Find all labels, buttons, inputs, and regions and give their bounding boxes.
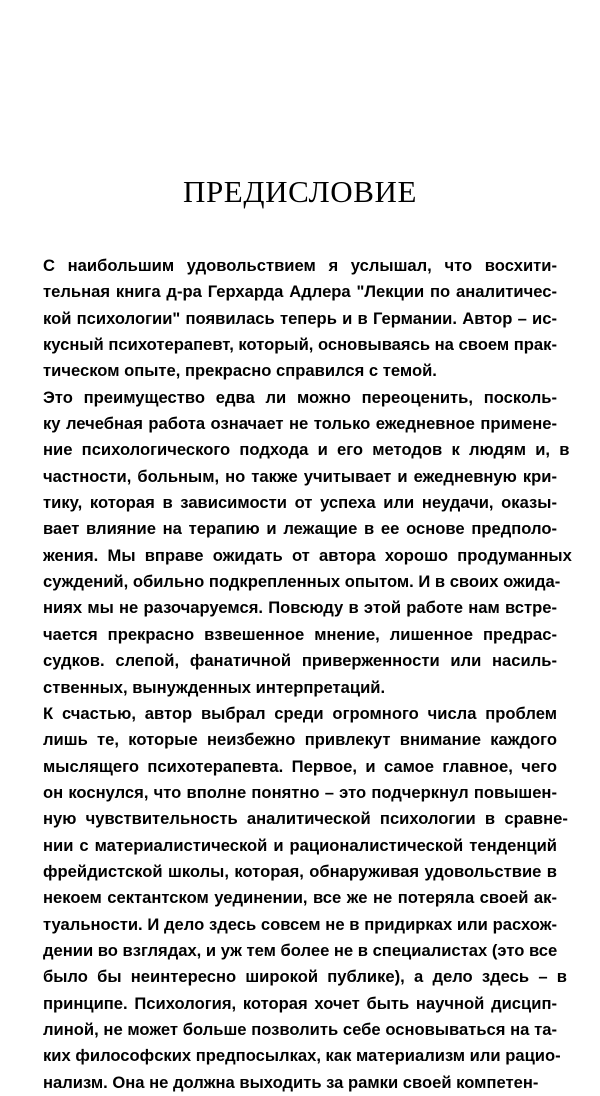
text-line [43, 912, 557, 938]
text-line [43, 859, 557, 885]
text-line [43, 1070, 557, 1096]
line-text: принципе. Психология, которая хочет быть научной дисцип- [43, 993, 557, 1013]
line-text: Это преимущество едва ли можно переоценить, посколь- [43, 387, 557, 407]
text-line [43, 516, 557, 542]
line-text: нализм. Она не должна выходить за рамки своей компетен- [43, 1072, 539, 1092]
text-line [43, 727, 557, 753]
text-line [43, 279, 557, 305]
line-text: он коснулся, что вполне понятно – это подчеркнул повышен- [43, 782, 557, 802]
line-text: ственных, вынужденных интерпретаций. [43, 677, 386, 697]
text-line [43, 490, 557, 516]
line-text: тельная книга д-ра Герхарда Адлера "Лекции по аналитичес- [43, 282, 557, 302]
line-text: ку лечебная работа означает не только ежедневное примене- [43, 414, 557, 434]
line-text: ную чувствительность аналитической психологии в сравне- [43, 809, 568, 829]
text-line [43, 543, 572, 569]
line-text: ких философских предпосылках, как материализм или рацио- [43, 1046, 561, 1066]
line-text: ние психологического подхода и его методов к людям и, в [43, 440, 570, 460]
text-line [43, 754, 557, 780]
text-line [43, 306, 557, 332]
line-text: жения. Мы вправе ожидать от автора хорошо продуманных [43, 545, 572, 565]
text-line [43, 885, 557, 911]
text-line [43, 385, 557, 411]
line-text: тику, которая в зависимости от успеха или неудачи, оказы- [43, 493, 557, 513]
line-text: фрейдистской школы, которая, обнаруживая удовольствие в [43, 861, 557, 881]
line-text: нии с материалистической и рационалистической тенденций [43, 835, 557, 855]
line-text: К счастью, автор выбрал среди огромного числа проблем [43, 703, 557, 723]
text-line [43, 437, 570, 463]
line-text: линой, не может больше позволить себе основываться на та- [43, 1019, 557, 1039]
text-line [43, 1017, 557, 1043]
paragraph [43, 385, 572, 701]
text-line [43, 1043, 561, 1069]
text-line [43, 358, 557, 384]
line-text: тическом опыте, прекрасно справился с темой. [43, 361, 437, 381]
text-line [43, 464, 557, 490]
line-text: кой психологии" появилась теперь и в Германии. Автор – ис- [43, 308, 557, 328]
body-text [43, 253, 572, 1096]
text-line [43, 964, 567, 990]
text-line [43, 806, 568, 832]
line-text: некоем сектантском уединении, все же не потеряла своей ак- [43, 888, 557, 908]
text-line [43, 833, 557, 859]
line-text: суждений, обильно подкрепленных опытом. И в своих ожида- [43, 572, 561, 592]
text-line [43, 780, 557, 806]
text-line [43, 253, 557, 279]
line-text: лишь те, которые неизбежно привлекут внимание каждого [43, 730, 557, 750]
line-text: С наибольшим удовольствием я услышал, что восхити- [43, 256, 557, 275]
text-line [43, 648, 557, 674]
text-line [43, 332, 557, 358]
line-text: ниях мы не разочаруемся. Повсюду в этой работе нам встре- [43, 598, 557, 618]
text-line [43, 701, 557, 727]
text-line [43, 569, 561, 595]
line-text: туальности. И дело здесь совсем не в придирках или расхож- [43, 914, 557, 934]
line-text: дении во взглядах, и уж тем более не в специалистах (это все [43, 940, 558, 960]
paragraph [43, 701, 568, 1096]
text-line [43, 938, 557, 964]
paragraph [43, 253, 557, 385]
line-text: чается прекрасно взвешенное мнение, лишенное предрас- [43, 624, 557, 644]
text-line [43, 595, 557, 621]
line-text: судков. слепой, фанатичной приверженности или насиль- [43, 651, 557, 671]
line-text: мыслящего психотерапевта. Первое, и самое главное, чего [43, 756, 557, 776]
line-text: вает влияние на терапию и лежащие в ее основе предполо- [43, 519, 557, 539]
line-text: кусный психотерапевт, который, основываясь на своем прак- [43, 335, 557, 355]
text-line [43, 991, 557, 1017]
text-line [43, 675, 557, 701]
page-title: ПРЕДИСЛОВИЕ [182, 173, 417, 209]
line-text: частности, больным, но также учитывает и ежедневную кри- [43, 466, 557, 486]
text-line [43, 411, 557, 437]
line-text: было бы неинтересно широкой публике), а дело здесь – в [43, 967, 567, 987]
text-line [43, 622, 557, 648]
